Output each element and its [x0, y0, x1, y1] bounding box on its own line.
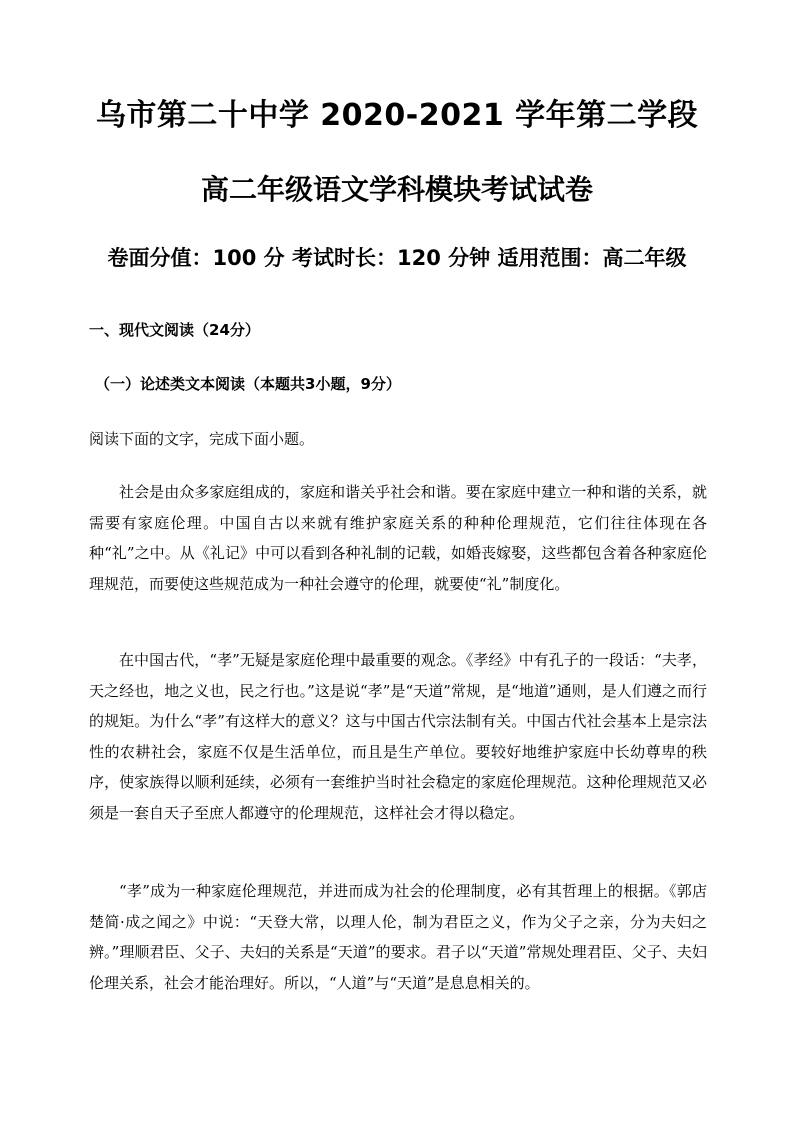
- passage-paragraph-1: 社会是由众多家庭组成的，家庭和谐关乎社会和谐。要在家庭中建立一种和谐的关系，就需要有家庭伦理。中国自古以来就有维护家庭关系的种种伦理规范，它们往往体现在各种“礼”之中。从《礼记》中可以看到各种礼制的记载，如婚丧嫁娶，这些都包含着各种家庭伦理规范，而要使这些规范成为一种社会遵守的伦理，就要使“礼”制度化。: [89, 483, 707, 593]
- subsection-heading: （一）论述类文本阅读（本题共3小题，9分）: [95, 375, 401, 393]
- exam-title-line2: 高二年级语文学科模块考试试卷: [200, 173, 593, 206]
- exam-meta-info: 卷面分值：100 分 考试时长：120 分钟 适用范围：高二年级: [107, 246, 687, 270]
- passage-paragraph-3: “孝”成为一种家庭伦理规范，并进而成为社会的伦理制度，必有其哲理上的根据。《郭店楚简·成之闻之》中说：“天登大常，以理人伦，制为君臣之义，作为父子之亲，分为夫妇之辨。”理顺君臣、父子、夫妇的关系是“天道”的要求。君子以“天道”常规处理君臣、父子、夫妇伦理关系，社会才能治理好。所以，“人道”与“天道”是息息相关的。: [89, 882, 707, 992]
- passage-paragraph-2: 在中国古代，“孝”无疑是家庭伦理中最重要的观念。《孝经》中有孔子的一段话：“夫孝，天之经也，地之义也，民之行也。”这是说“孝”是“天道”常规，是“地道”通则，是人们遵之而行的规矩。为什么“孝”有这样大的意义？这与中国古代宗法制有关。中国古代社会基本上是宗法性的农耕社会，家庭不仅是生活单位，而且是生产单位。要较好地维护家庭中长幼尊卑的秩序，使家族得以顺利延续，必须有一套维护当时社会稳定的家庭伦理规范。这种伦理规范又必须是一套自天子至庶人都遵守的伦理规范，这样社会才得以稳定。: [89, 651, 707, 822]
- section-heading: 一、现代文阅读（24分）: [89, 321, 260, 339]
- reading-instruction: 阅读下面的文字，完成下面小题。: [89, 430, 315, 448]
- exam-title-line1: 乌市第二十中学 2020-2021 学年第二学段: [95, 98, 699, 133]
